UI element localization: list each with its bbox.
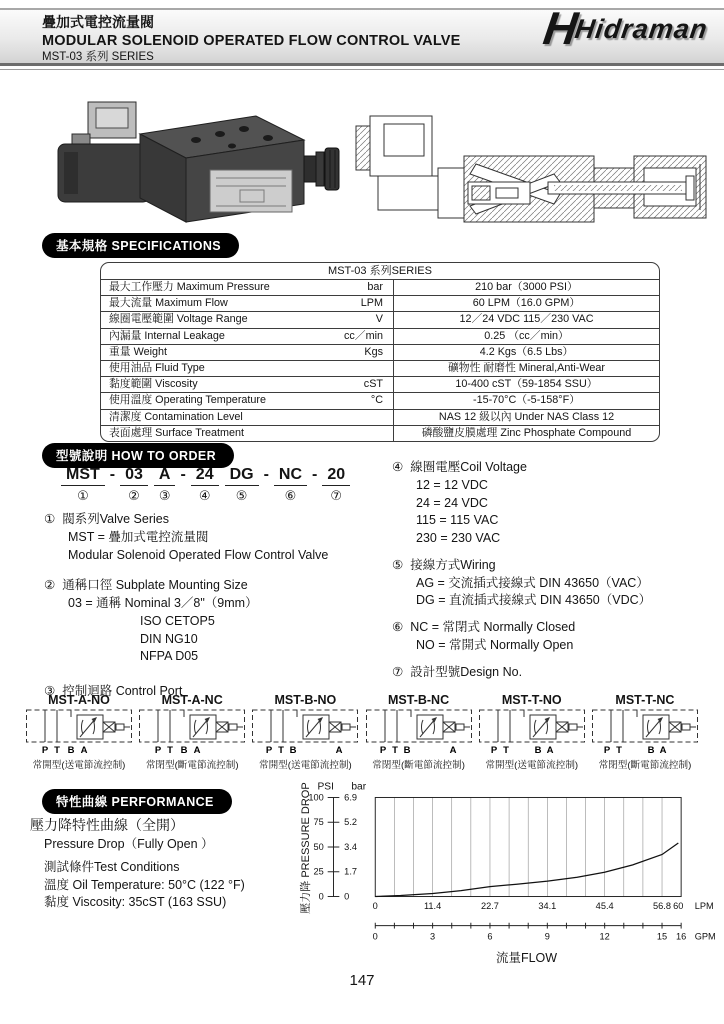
logo-initial: H bbox=[540, 2, 582, 54]
svg-text:25: 25 bbox=[313, 866, 324, 877]
svg-text:B: B bbox=[67, 745, 75, 756]
code-seg-num: ⑦ bbox=[330, 488, 343, 503]
code-seg-num: ③ bbox=[158, 488, 171, 503]
spec-value: -15-70°C（-5-158°F） bbox=[393, 393, 659, 408]
section-line: AG = 交流插式接線式 DIN 43650（VAC） bbox=[416, 575, 649, 590]
valve-schematic bbox=[590, 693, 700, 771]
section-number: ⑤ bbox=[392, 557, 404, 572]
schematic-symbol bbox=[251, 708, 359, 756]
spec-value: 4.2 Kgs（6.5 Lbs） bbox=[393, 345, 659, 360]
svg-text:3.4: 3.4 bbox=[344, 841, 358, 852]
svg-text:T: T bbox=[167, 745, 174, 756]
model-code bbox=[58, 466, 353, 504]
spec-label: 使用溫度 Operating Temperature bbox=[109, 394, 267, 407]
svg-text:12: 12 bbox=[599, 931, 610, 942]
spec-label-cell bbox=[101, 280, 393, 295]
spec-label: 最大工作壓力 Maximum Pressure bbox=[109, 281, 270, 293]
perf-test-visc: 黏度 Viscosity: 35cST (163 SSU) bbox=[44, 895, 227, 910]
svg-text:P: P bbox=[379, 745, 386, 756]
product-photo-illustration bbox=[44, 94, 340, 235]
order-section bbox=[44, 511, 379, 564]
svg-text:T: T bbox=[54, 745, 60, 756]
section-line: 24 = 24 VDC bbox=[416, 495, 488, 510]
table-row bbox=[101, 425, 659, 441]
spec-label-cell bbox=[101, 312, 393, 327]
svg-text:T: T bbox=[616, 745, 622, 756]
schematic-name: MST-A-NO bbox=[48, 693, 110, 707]
model-code-segment bbox=[225, 466, 259, 504]
performance-text bbox=[30, 816, 282, 912]
model-code-segment bbox=[274, 466, 307, 504]
order-section bbox=[392, 557, 722, 610]
chart-x-axis-label: 流量FLOW bbox=[495, 951, 558, 966]
code-seg-num: ② bbox=[128, 488, 140, 503]
code-seg-text: A bbox=[154, 466, 176, 486]
svg-text:A: A bbox=[449, 745, 456, 756]
order-sections-left bbox=[44, 511, 379, 710]
svg-text:T: T bbox=[391, 745, 398, 756]
spec-unit: cST bbox=[363, 378, 383, 391]
table-row bbox=[101, 392, 659, 408]
svg-text:P: P bbox=[155, 745, 162, 756]
svg-text:B: B bbox=[180, 745, 188, 756]
section-title: 線圈電壓Coil Voltage bbox=[410, 460, 527, 474]
section-title: 設計型號Design No. bbox=[410, 664, 523, 679]
svg-text:45.4: 45.4 bbox=[595, 901, 614, 912]
code-seg-text: 20 bbox=[322, 466, 350, 486]
svg-text:bar: bar bbox=[351, 781, 367, 793]
svg-text:3: 3 bbox=[430, 931, 436, 942]
section-title: NC = 常閉式 Normally Closed bbox=[410, 620, 576, 634]
code-dash: - bbox=[263, 466, 269, 483]
section-number: ① bbox=[44, 512, 56, 526]
spec-label-cell bbox=[101, 361, 393, 376]
order-section bbox=[392, 664, 722, 682]
section-number: ④ bbox=[392, 460, 404, 474]
schematic-symbol bbox=[25, 708, 133, 756]
svg-text:1.7: 1.7 bbox=[344, 866, 358, 877]
section-line: MST = 疊加式電控流量閥 bbox=[68, 529, 209, 544]
svg-text:9: 9 bbox=[544, 931, 550, 942]
schematic-symbol bbox=[478, 708, 586, 756]
section-line: NO = 常開式 Normally Open bbox=[416, 637, 574, 652]
svg-text:T: T bbox=[278, 745, 285, 756]
spec-label: 最大流量 Maximum Flow bbox=[109, 297, 228, 310]
page-number: 147 bbox=[349, 972, 375, 989]
code-dash: - bbox=[312, 466, 318, 483]
model-code-segment bbox=[61, 466, 105, 504]
perf-subtitle-zh: 壓力降特性曲線（全開） bbox=[30, 817, 184, 833]
svg-text:0: 0 bbox=[372, 901, 378, 912]
model-code-segment bbox=[322, 466, 350, 504]
order-section bbox=[392, 459, 722, 548]
perf-test-conditions bbox=[44, 859, 282, 912]
section-line: ISO CETOP5 bbox=[140, 613, 215, 628]
spec-label-cell bbox=[101, 426, 393, 441]
spec-label: 重量 Weight bbox=[109, 345, 168, 358]
spec-unit: °C bbox=[370, 394, 383, 407]
code-seg-text: NC bbox=[274, 466, 307, 486]
order-section bbox=[44, 577, 379, 666]
schematic-symbol bbox=[365, 708, 473, 756]
section-line: 12 = 12 VDC bbox=[416, 477, 488, 492]
code-seg-num: ④ bbox=[198, 488, 211, 503]
table-row bbox=[101, 376, 659, 392]
schematic-caption: 常開型(送電節流控制) bbox=[259, 760, 352, 771]
how-to-order-badge: 型號說明 HOW TO ORDER bbox=[42, 443, 234, 468]
svg-text:PSI: PSI bbox=[317, 781, 334, 793]
spec-label: 內漏量 Internal Leakage bbox=[109, 329, 225, 342]
section-number: ② bbox=[44, 578, 56, 593]
table-row bbox=[101, 279, 659, 295]
section-line: DG = 直流插式接線式 DIN 43650（VDC） bbox=[416, 593, 652, 608]
svg-text:50: 50 bbox=[313, 841, 324, 852]
valve-schematic bbox=[24, 693, 134, 771]
schematic-name: MST-T-NC bbox=[615, 693, 675, 707]
spec-label: 黏度範圍 Viscosity bbox=[109, 378, 198, 391]
svg-text:P: P bbox=[41, 745, 49, 756]
svg-text:T: T bbox=[502, 745, 509, 756]
schematic-caption: 常閉型(斷電節流控制) bbox=[145, 760, 239, 771]
section-line: DIN NG10 bbox=[140, 631, 198, 646]
spec-unit: bar bbox=[367, 281, 383, 293]
svg-text:A: A bbox=[335, 745, 343, 756]
code-seg-text: DG bbox=[225, 466, 259, 486]
code-seg-text: 24 bbox=[191, 466, 219, 486]
spec-value: 60 LPM（16.0 GPM） bbox=[393, 296, 659, 311]
control-port-diagrams bbox=[24, 693, 700, 771]
cross-section-drawing bbox=[348, 98, 716, 235]
schematic-name: MST-T-NO bbox=[501, 693, 562, 707]
chart-svg bbox=[283, 780, 720, 945]
spec-unit: Kgs bbox=[364, 345, 383, 358]
spec-value: 0.25 （cc／min） bbox=[393, 329, 659, 344]
code-dash: - bbox=[109, 466, 116, 483]
svg-text:A: A bbox=[546, 745, 554, 756]
svg-text:LPM: LPM bbox=[694, 901, 714, 912]
chart-plot-area bbox=[283, 780, 720, 950]
perf-test-title: 測試條件Test Conditions bbox=[44, 860, 180, 875]
section-line: NFPA D05 bbox=[140, 649, 199, 664]
schematic-caption: 常開型(送電節流控制) bbox=[32, 760, 126, 771]
schematic-name: MST-A-NC bbox=[161, 693, 223, 707]
svg-text:56.8: 56.8 bbox=[653, 901, 672, 912]
svg-text:15: 15 bbox=[656, 931, 668, 942]
header-titles bbox=[42, 14, 461, 64]
section-title: 通稱口徑 Subplate Mounting Size bbox=[62, 578, 248, 593]
section-number: ⑦ bbox=[392, 664, 404, 679]
spec-unit: V bbox=[375, 313, 383, 326]
section-number: ⑥ bbox=[392, 620, 404, 634]
svg-text:6.9: 6.9 bbox=[344, 792, 358, 803]
spec-unit: LPM bbox=[360, 297, 383, 310]
svg-text:P: P bbox=[266, 745, 273, 756]
logo-word: Hidraman bbox=[573, 14, 710, 44]
svg-text:GPM: GPM bbox=[694, 931, 716, 942]
section-line: 115 = 115 VAC bbox=[416, 513, 499, 528]
page-title-en: MODULAR SOLENOID OPERATED FLOW CONTROL VALVE bbox=[42, 32, 461, 49]
spec-label-cell bbox=[101, 393, 393, 408]
table-row bbox=[101, 409, 659, 425]
code-seg-text: 03 bbox=[120, 466, 148, 486]
code-seg-num: ① bbox=[77, 488, 89, 503]
valve-schematic bbox=[137, 693, 247, 771]
svg-text:0: 0 bbox=[372, 931, 378, 942]
schematic-caption: 常閉型(斷電節流控制) bbox=[372, 760, 465, 771]
section-line: 230 = 230 VAC bbox=[416, 531, 501, 545]
spec-value: 磷酸鹽皮膜處理 Zinc Phosphate Compound bbox=[393, 426, 659, 441]
spec-label: 表面處理 Surface Treatment bbox=[109, 426, 245, 439]
svg-text:B: B bbox=[289, 745, 297, 756]
model-code-segment bbox=[120, 466, 148, 504]
svg-text:0: 0 bbox=[318, 891, 324, 902]
spec-label-cell bbox=[101, 329, 393, 344]
table-row bbox=[101, 360, 659, 376]
spec-value: 礦物性 耐磨性 Mineral,Anti-Wear bbox=[393, 361, 659, 376]
spec-table-header: MST-03 系列SERIES bbox=[328, 265, 432, 277]
code-seg-text: MST bbox=[61, 466, 105, 486]
spec-unit: cc／min bbox=[344, 329, 383, 342]
spec-label-cell bbox=[101, 377, 393, 392]
section-number: ③ bbox=[44, 684, 56, 698]
section-line: Modular Solenoid Operated Flow Control Valve bbox=[68, 547, 329, 562]
perf-subtitle-en: Pressure Drop（Fully Open ） bbox=[44, 836, 214, 851]
page-title-zh: 疊加式電控流量閥 bbox=[42, 14, 154, 30]
svg-text:B: B bbox=[647, 745, 655, 756]
order-section bbox=[392, 619, 722, 655]
model-code-segment bbox=[154, 466, 176, 504]
svg-text:22.7: 22.7 bbox=[480, 901, 499, 912]
svg-text:34.1: 34.1 bbox=[538, 901, 557, 912]
section-line: 03 = 通稱 Nominal 3／8"（9mm） bbox=[68, 596, 258, 610]
header-divider bbox=[0, 63, 724, 70]
valve-schematic bbox=[477, 693, 587, 771]
code-seg-num: ⑤ bbox=[235, 488, 248, 503]
order-sections-right bbox=[392, 459, 722, 690]
valve-schematic bbox=[364, 693, 474, 771]
schematic-name: MST-B-NC bbox=[388, 693, 450, 707]
spec-label-cell bbox=[101, 345, 393, 360]
schematic-name: MST-B-NO bbox=[274, 693, 337, 707]
schematic-symbol bbox=[591, 708, 699, 756]
series-label: MST-03 系列 SERIES bbox=[42, 50, 154, 63]
section-title: 控制迴路 Control Port bbox=[62, 684, 183, 698]
model-code-segment bbox=[191, 466, 219, 504]
spec-label: 清潔度 Contamination Level bbox=[109, 410, 243, 423]
pressure-drop-chart bbox=[283, 780, 720, 966]
spec-value: NAS 12 級以內 Under NAS Class 12 bbox=[393, 410, 659, 425]
svg-text:100: 100 bbox=[308, 792, 324, 803]
svg-text:5.2: 5.2 bbox=[344, 817, 358, 828]
table-row bbox=[101, 295, 659, 311]
svg-text:75: 75 bbox=[313, 817, 324, 828]
spec-label-cell bbox=[101, 410, 393, 425]
table-row bbox=[101, 344, 659, 360]
svg-text:6: 6 bbox=[487, 931, 493, 942]
perf-test-temp: 溫度 Oil Temperature: 50°C (122 °F) bbox=[44, 877, 245, 892]
specifications-table bbox=[100, 262, 660, 442]
section-title: 閥系列Valve Series bbox=[62, 512, 169, 526]
schematic-symbol bbox=[138, 708, 246, 756]
schematic-caption: 常開型(送電節流控制) bbox=[485, 760, 579, 771]
spec-value: 210 bar（3000 PSI） bbox=[393, 280, 659, 295]
svg-text:P: P bbox=[603, 745, 611, 756]
svg-text:11.4: 11.4 bbox=[423, 901, 442, 912]
svg-text:B: B bbox=[403, 745, 410, 756]
valve-schematic bbox=[250, 693, 360, 771]
svg-text:P: P bbox=[490, 745, 497, 756]
table-row bbox=[101, 311, 659, 327]
table-row bbox=[101, 328, 659, 344]
chart-y-axis-label: 壓力降 PRESSURE DROP bbox=[300, 782, 312, 914]
svg-text:A: A bbox=[80, 745, 88, 756]
code-dash: - bbox=[180, 466, 186, 483]
brand-logo bbox=[540, 2, 710, 54]
spec-value: 12／24 VDC 115／230 VAC bbox=[393, 312, 659, 327]
specifications-badge: 基本規格 SPECIFICATIONS bbox=[42, 233, 239, 258]
spec-value: 10-400 cST（59-1854 SSU） bbox=[393, 377, 659, 392]
svg-text:A: A bbox=[193, 745, 201, 756]
svg-text:B: B bbox=[534, 745, 542, 756]
svg-text:A: A bbox=[659, 745, 667, 756]
performance-badge: 特性曲線 PERFORMANCE bbox=[42, 789, 232, 814]
section-title: 接線方式Wiring bbox=[410, 557, 496, 572]
svg-text:0: 0 bbox=[344, 891, 350, 902]
svg-text:16: 16 bbox=[676, 931, 687, 942]
spec-label-cell bbox=[101, 296, 393, 311]
spec-label: 使用油品 Fluid Type bbox=[109, 362, 205, 375]
schematic-caption: 常閉型(斷電節流控制) bbox=[598, 760, 692, 771]
spec-label: 線圈電壓範圍 Voltage Range bbox=[109, 313, 248, 326]
svg-text:60: 60 bbox=[673, 901, 684, 912]
code-seg-num: ⑥ bbox=[284, 488, 297, 503]
